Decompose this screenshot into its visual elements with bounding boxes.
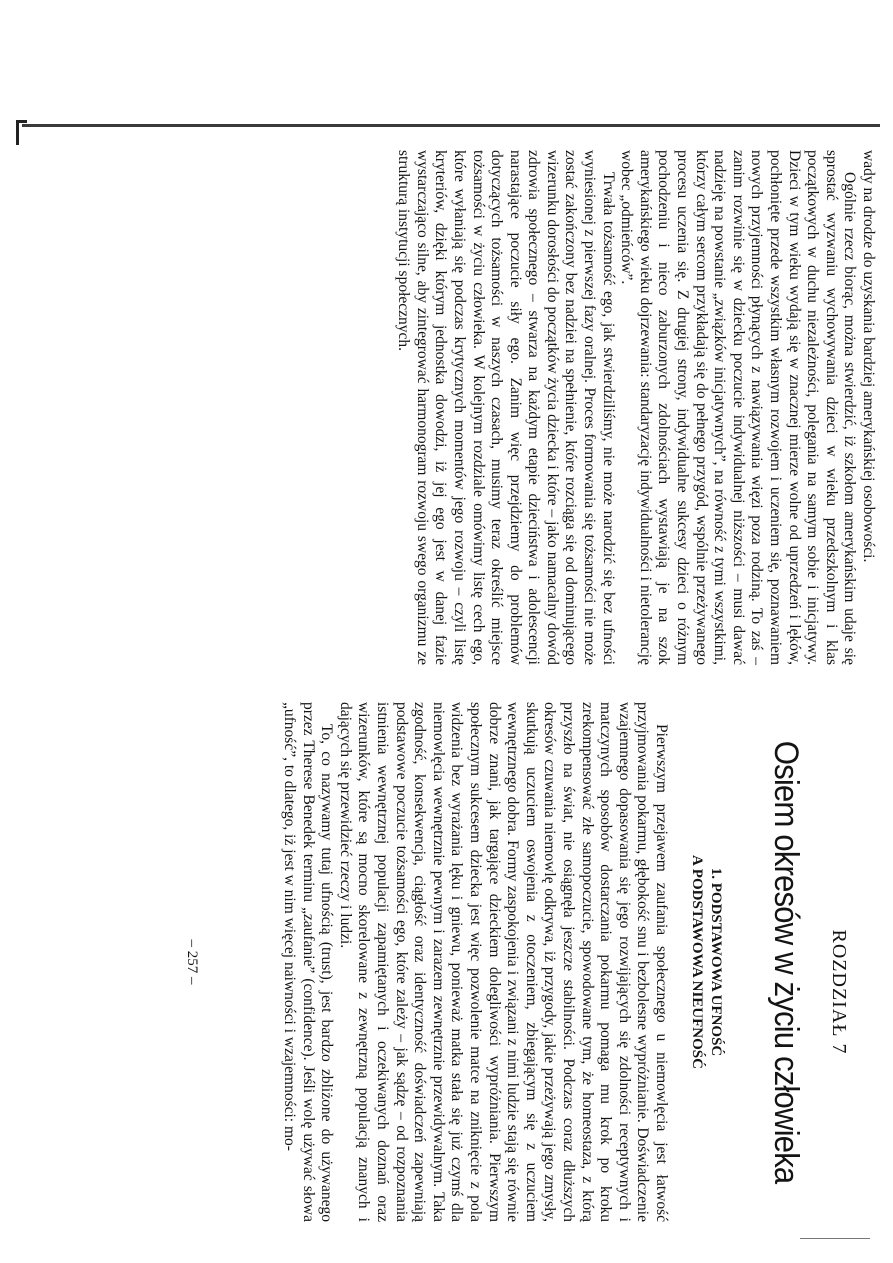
paragraph: Trwała tożsamość ego, jak stwierdziliśmy, nie może narodzić się bez ufności wyniesionej z pierwszej fazy oralnej. Proces formowania się tożsamości nie może zostać zakończony bez nadziei na spełnienie, które rozciąga się od dominującego wizerunku dorosłości do początków życia dziecka i które – jako namacalny dowód zdrowia społecznego – stwarza na każdym etapie dzieciństwa i adolescencji narastające poczucie siły ego. Zanim więc przejdziemy do problemów dotyczących tożsamości w naszych czasach, musimy teraz określić miejsce tożsamości w życiu człowieka. W kolejnym rozdziale omówimy listę cech ego, które wyłaniają się podczas krytycznych momentów jego rozwoju – czyli listę kryteriów, dzięki którym jednostka dowodzi, iż jej ego jest w danej fazie wystarczająco silne, aby zintegrować harmonogram rozwoju swego organizmu ze strukturą instytucji społecznych.	[395, 150, 617, 665]
scan-edge-line	[22, 124, 880, 127]
left-column	[165, 150, 893, 665]
paragraph: Ogólnie rzecz biorąc, można stwierdzić, iż szkołom amerykańskim udaje się sprostać wyzwaniu wychowywania dzieci w wieku przedszkolnym i klas początkowych w duchu niezależności, polegania na samym sobie i inicjatywy. Dzieci w tym wieku wydają się w znacznej mierze wolne od uprzedzeń i lęków, pochłonięte przede wszystkim własnym rozwojem i uczeniem się, poznawaniem nowych przyjemności płynących z nawiązywania więzi poza rodziną. To zaś – zanim rozwinie się w dziecku poczucie indywidualnej niższości – musi dawać nadzieję na powstanie „związków inicjatywnych”, na równość z tymi wszystkimi, którzy całym sercom przykładają się do pełnego przygód, wspólnie przeżywanego procesu uczenia się. Z drugiej strony, indywidualne sukcesy dzieci o różnym pochodzeniu i nieco zaburzonych zdolnościach wystawiają je na szok amerykańskiego wieku dojrzewania: standaryzację indywidualności i nietolerancję wobec „odmieńców”.	[618, 150, 859, 665]
right-column-text	[280, 702, 670, 1222]
section-heading	[687, 702, 725, 1222]
page-number: – 257 –	[184, 939, 200, 985]
paragraph: To, co nazywamy tutaj ufnością (trust), jest bardzo zbliżone do używanego przez Therese Benedek terminu „zaufanie” (confidence). Jeśli wolę używać słowa „ufność”, to dlatego, iż jest w nim więcej naiwności i wzajemności: mo-	[281, 702, 336, 1222]
section-heading-line2: A PODSTAWOWA NIEUFNOŚĆ	[689, 855, 705, 1069]
chapter-title: Osiem okresów w życiu człowieka	[767, 740, 805, 1184]
chapter-label: ROZDZIAŁ 7	[828, 929, 850, 1055]
paragraph: wady na drodze do uzyskania bardziej amerykańskiej osobowości.	[860, 150, 877, 563]
section-heading-line1: 1. PODSTAWOWA UFNOŚĆ	[708, 867, 724, 1057]
left-column-text	[394, 150, 877, 665]
right-column	[165, 702, 893, 1222]
paragraph: Pierwszym przejawem zaufania społecznego u niemowlęcia jest łatwość przyjmowania pokarmu, głębokość snu i bezbolesne wypróżnianie. Doświadczenie wzajemnego dopasowania się jego rozwijających się zdolności receptywnych i matczynych sposobów dostarczania pokarmu pomaga mu krok po kroku zrekompensować złe samopoczucie, spowodowane tym, że homeostaza, z którą przyszło na świat, nie osiągnęła jeszcze stabilności. Podczas coraz dłuższych okresów czuwania niemowlę odkrywa, iż przygody, jakie przeżywają jego zmysły, skutkują uczuciem oswojenia z otoczeniem, zbiegającym się z uczuciem wewnętrznego dobra. Formy zaspokojenia i związani z nimi ludzie stają się równie dobrze znani, jak targające dzieckiem dolegliwości wypróżniania. Pierwszym społecznym sukcesem dziecka jest więc pozwolenie matce na zniknięcie z pola widzenia bez wyrażania lęku i gniewu, ponieważ matka stała się już czymś dla niemowlęcia wewnętrznie pewnym i zarazem zewnętrznie przewidywalnym. Taka zgodność, konsekwencja, ciągłość oraz identyczność doświadczeń zapewniają podstawowe poczucie tożsamości ego, które zależy – jak sądzę – od rozpoznania istnienia wewnętrznej populacji zapamiętanych i oczekiwanych doznań oraz wizerunków, które są mocno skorelowane z zewnętrzną populacją znanych i dających się przewidzieć rzeczy i ludzi.	[336, 702, 670, 1222]
scanned-book-page	[165, 150, 893, 1240]
